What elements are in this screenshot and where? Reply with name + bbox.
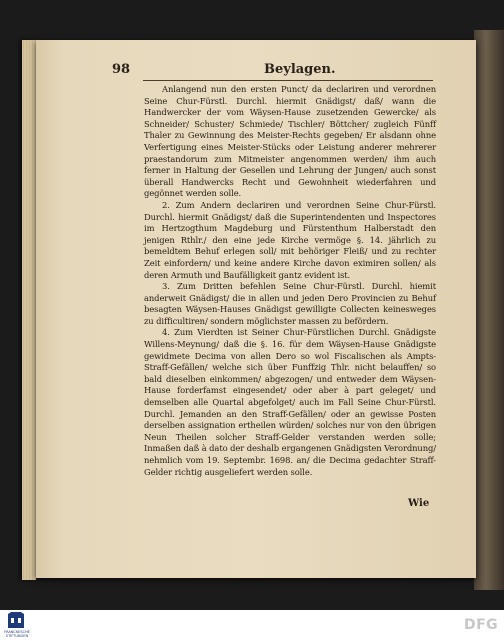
library-name: FRANCKESCHE STIFTUNGEN	[4, 630, 30, 638]
header-rule	[143, 80, 433, 81]
paragraph-2: 2. Zum Andern declariren und verordnen Seine Chur-Fürstl. Durchl. hiermit Gnädigst/ daß die Superintendenten und Inspectores im Hertzogthum Magdeburg und Fürstenthum Halberstadt den jenigen Rthlr./ den eine jede Kirche vermöge §. 14. jährlich zu bemeldtem Behuf erlegen soll/ mit behöriger Fleiß/ und zu rechter Zeit einfordern/ und keine andere Kirche davon eximiren sollen/ als deren Armuth und Baufälligkeit gantz evident ist.	[144, 199, 436, 280]
body-text	[144, 84, 436, 478]
page-header	[112, 62, 432, 80]
catchword: Wie	[408, 498, 430, 509]
paragraph-1: Anlangend nun den ersten Punct/ da declariren und verordnen Seine Chur-Fürstl. Durchl. hiermit Gnädigst/ daß/ wann die Handwercker der vom Wäysen-Hause zusetzenden Gewercke/ als Schneider/ Schuster/ Schmiede/ Tischler/ Böttcher/ zugleich Fünff Thaler zu Gewinnung des Meister-Rechts gegeben/ Er alsdann ohne Verfertigung eines Meister-Stücks oder Leistung anderer mehrerer praestandorum zum Mitmeister angenommen werden/ ihm auch ferner in Haltung der Gesellen und Lehrung der Jungen/ auch sonst überall Handwercks Recht und Gewohnheit wiederfahren und gegönnet werden solle.	[144, 84, 436, 199]
paragraph-4: 4. Zum Vierdten ist Seiner Chur-Fürstlichen Durchl. Gnädigste Willens-Meynung/ daß die §. 16. für dem Wäysen-Hause Gnädigste gewidmete Decima von allen Dero so wol Fiscalischen als Ampts-Straff-Gefällen/ welche sich über Funffzig Thlr. nicht belauffen/ so bald dieselben einkommen/ abgezogen/ und entweder dem Wäysen-Hause forderfamst eingesendet/ oder aber à part geleget/ und demselben alle Quartal abgefolget/ auch im Fall Seine Chur-Fürstl. Durchl. Jemanden an den Straff-Gefällen/ oder an gewisse Posten derselben assignation ertheilen würden/ solches nur von den übrigen Neun Theilen solcher Straff-Gelder verstanden werden solle; Inmaßen daß à dato der deshalb ergangenen Gnädigsten Verordnung/ nehmlich vom 19. Septembr. 1698. an/ die Decima gedachter Straff-Gelder richtig ausgeliefert werden solle.	[144, 327, 436, 477]
funder-logo: DFG	[464, 617, 499, 633]
book-page-edges	[22, 40, 36, 580]
paragraph-3: 3. Zum Dritten befehlen Seine Chur-Fürstl. Durchl. hiemit anderweit Gnädigst/ die in allen und jeden Dero Provincien zu Behuf besagten Wäysen-Hauses Gnädigst gewilligte Collecten keinesweges zu difficultiren/ sondern möglichster massen zu befördern.	[144, 281, 436, 326]
adjacent-page-shadow	[474, 30, 504, 590]
running-head: Beylagen.	[264, 62, 336, 77]
footer-bar	[0, 610, 504, 641]
page-number: 98	[112, 62, 131, 77]
